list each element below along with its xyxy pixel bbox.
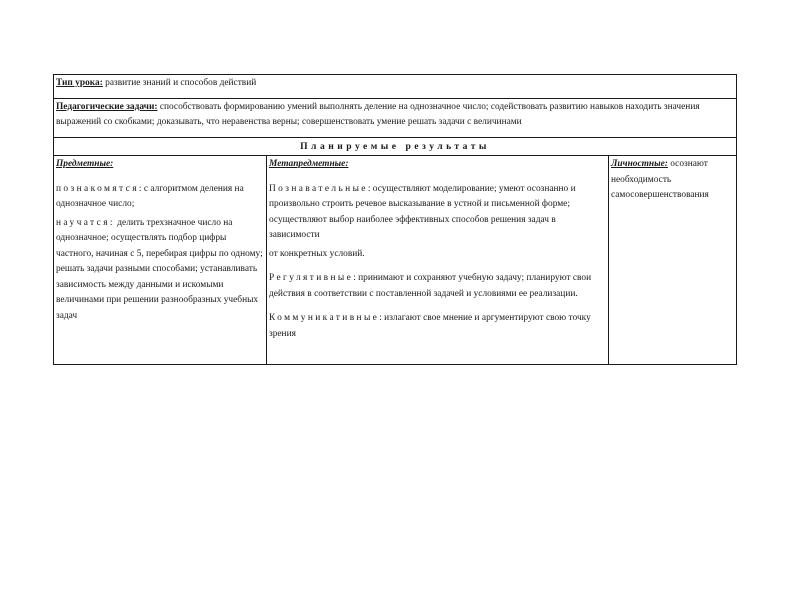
lesson-type-label: Тип урока:: [56, 78, 103, 88]
subject-p1-text: : с алгоритмом деления на однозначное число;: [56, 183, 244, 209]
cognitive-label: Познавательные: [269, 183, 368, 194]
communicative-label: Коммуникативные: [269, 313, 380, 323]
personal-heading: Личностные:: [611, 159, 668, 169]
planned-results-row: [54, 137, 737, 156]
subject-paragraph-2: [56, 216, 264, 325]
subject-p2-label: научатся:: [56, 217, 115, 228]
personal-results-cell: [609, 156, 737, 365]
personal-text: осознают необходимость самосовершенствования: [611, 159, 709, 200]
pedagogical-tasks-row: [54, 98, 737, 137]
subject-paragraph-1: [56, 182, 264, 213]
regulatory-text: : принимают и сохраняют учебную задачу; планируют свои действия в соответствии с поставленной задачей и условиями ее реализации.: [269, 273, 592, 299]
pedagogical-tasks-value: способствовать формированию умений выполнять деление на однозначное число; содействовать развитию навыков находить значения выражений со скобками; доказывать, что неравенства верны; совершенствовать умение решать задачи с величинами: [56, 101, 700, 127]
metasubject-results-cell: [267, 156, 609, 365]
cognitive-continuation: от конкретных условий.: [269, 248, 365, 259]
regulatory-label: Регулятивные: [269, 273, 354, 283]
planned-results-title: Планируемые результаты: [54, 137, 737, 156]
metasubject-heading: Метапредметные:: [269, 159, 349, 169]
lesson-type-row: [54, 75, 737, 99]
results-row: [54, 156, 737, 365]
subject-results-cell: [54, 156, 267, 365]
subject-p1-label: познакомятся: [56, 183, 139, 194]
regulatory-paragraph: [269, 271, 606, 302]
communicative-text: : излагают свое мнение и аргументируют свою точку зрения: [269, 313, 591, 339]
pedagogical-tasks-cell: [54, 98, 737, 137]
subject-p2-text: делить трехзначное число на однозначное; осуществлять подбор цифры частного, начиная с 5, перебирая цифры по одному; решать задачи разными способами; устанавливать зависимость между данными и искомыми величинами при решении разнообразных учебных задач: [56, 217, 263, 321]
subject-heading: Предметные:: [56, 159, 114, 169]
cognitive-paragraph: [269, 182, 606, 244]
lesson-type-value: развитие знаний и способов действий: [102, 78, 257, 88]
cognitive-text: : осуществляют моделирование; умеют осознанно и произвольно строить речевое высказывание в устной и письменной форме; осуществляют выбор наиболее эффективных способов решения задач в зависимости: [269, 183, 576, 240]
communicative-paragraph: [269, 311, 606, 342]
pedagogical-tasks-label: Педагогические задачи:: [56, 101, 158, 112]
lesson-plan-table: [53, 74, 737, 365]
lesson-type-cell: [54, 75, 737, 99]
